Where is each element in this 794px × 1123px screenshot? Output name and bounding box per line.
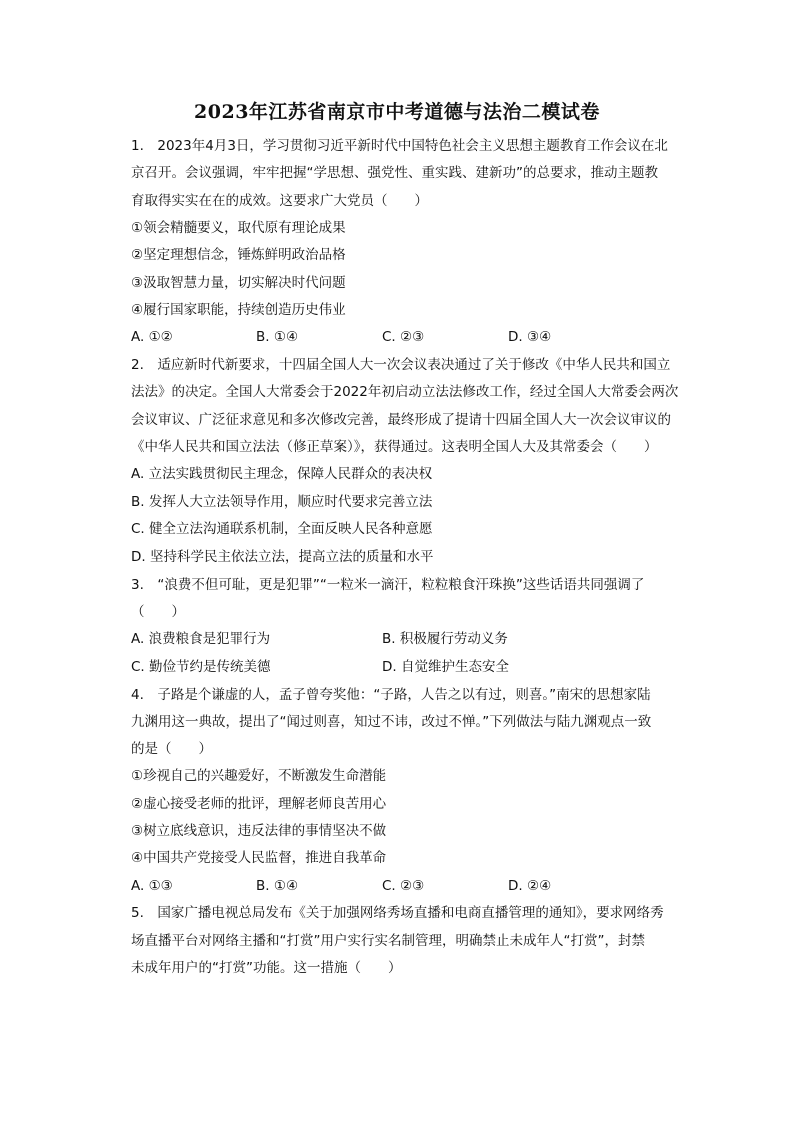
q5-stem-line: 5. 国家广播电视总局发布《关于加强网络秀场直播和电商直播管理的通知》，要求网络秀 <box>131 905 664 921</box>
q1-statement-1: ①领会精髓要义，取代原有理论成果 <box>131 220 346 236</box>
q4-stem-line: 九渊用这一典故，提出了“闻过则喜，知过不讳，改过不惮。”下列做法与陆九渊观点一致 <box>131 714 652 730</box>
q4-option-a: A. ①③ <box>131 878 173 894</box>
q1-stem-line: 1. 2023年4月3日，学习贯彻习近平新时代中国特色社会主义思想主题教育工作会议在北 <box>131 138 668 154</box>
q1-option-b: B. ①④ <box>256 329 299 345</box>
q1-option-c: C. ②③ <box>382 329 425 345</box>
q1-statement-2: ②坚定理想信念，锤炼鲜明政治品格 <box>131 247 346 263</box>
q1-option-d: D. ③④ <box>508 329 552 345</box>
q3-option-c: C. 勤俭节约是传统美德 <box>131 659 271 675</box>
q1-stem-line: 京召开。会议强调，牢牢把握“学思想、强党性、重实践、建新功”的总要求，推动主题教 <box>131 165 658 181</box>
exam-title: 2023年江苏省南京市中考道德与法治二模试卷 <box>194 101 600 123</box>
q5-stem-line: 场直播平台对网络主播和“打赏”用户实行实名制管理，明确禁止未成年人“打赏”，封禁 <box>131 933 645 949</box>
q2-stem-line: 法法》的决定。全国人大常委会于2022年初启动立法法修改工作，经过全国人大常委会两次 <box>131 384 679 400</box>
q2-option-a: A. 立法实践贯彻民主理念，保障人民群众的表决权 <box>131 466 433 482</box>
q4-statement-1: ①珍视自己的兴趣爱好，不断激发生命潜能 <box>131 768 387 784</box>
q4-stem-line: 的是（ ） <box>131 741 212 757</box>
q3-stem-line: 3. “浪费不但可耻，更是犯罪”“一粒米一滴汗，粒粒粮食汗珠换”这些话语共同强调了 <box>131 577 645 593</box>
q4-statement-2: ②虚心接受老师的批评，理解老师良苦用心 <box>131 796 387 812</box>
q4-statement-4: ④中国共产党接受人民监督，推进自我革命 <box>131 850 387 866</box>
q4-option-b: B. ①④ <box>256 878 299 894</box>
q3-option-b: B. 积极履行劳动义务 <box>382 631 508 647</box>
q1-statement-3: ③汲取智慧力量，切实解决时代问题 <box>131 275 346 291</box>
q3-option-d: D. 自觉维护生态安全 <box>382 659 509 675</box>
q4-statement-3: ③树立底线意识，违反法律的事情坚决不做 <box>131 823 387 839</box>
q2-stem-line: 2. 适应新时代新要求，十四届全国人大一次会议表决通过了关于修改《中华人民共和国立 <box>131 357 671 373</box>
q2-option-b: B. 发挥人大立法领导作用，顺应时代要求完善立法 <box>131 494 433 510</box>
q5-stem-line: 未成年用户的“打赏”功能。这一措施（ ） <box>131 960 402 976</box>
q4-stem-line: 4. 子路是个谦虚的人，孟子曾夸奖他：“子路，人告之以有过，则喜。”南宋的思想家陆 <box>131 687 651 703</box>
q4-option-d: D. ②④ <box>508 878 552 894</box>
q2-stem-line: 《中华人民共和国立法法（修正草案）》，获得通过。这表明全国人大及其常委会（ ） <box>131 439 658 455</box>
q2-stem-line: 会议审议、广泛征求意见和多次修改完善，最终形成了提请十四届全国人大一次会议审议的 <box>131 412 671 428</box>
q2-option-d: D. 坚持科学民主依法立法，提高立法的质量和水平 <box>131 549 434 565</box>
q3-stem-line: （ ） <box>131 604 185 620</box>
q3-option-a: A. 浪费粮食是犯罪行为 <box>131 631 271 647</box>
q1-option-a: A. ①② <box>131 329 173 345</box>
q1-stem-line: 育取得实实在在的成效。这要求广大党员（ ） <box>131 193 428 209</box>
q4-option-c: C. ②③ <box>382 878 425 894</box>
q2-option-c: C. 健全立法沟通联系机制，全面反映人民各种意愿 <box>131 521 433 537</box>
q1-statement-4: ④履行国家职能，持续创造历史伟业 <box>131 302 346 318</box>
